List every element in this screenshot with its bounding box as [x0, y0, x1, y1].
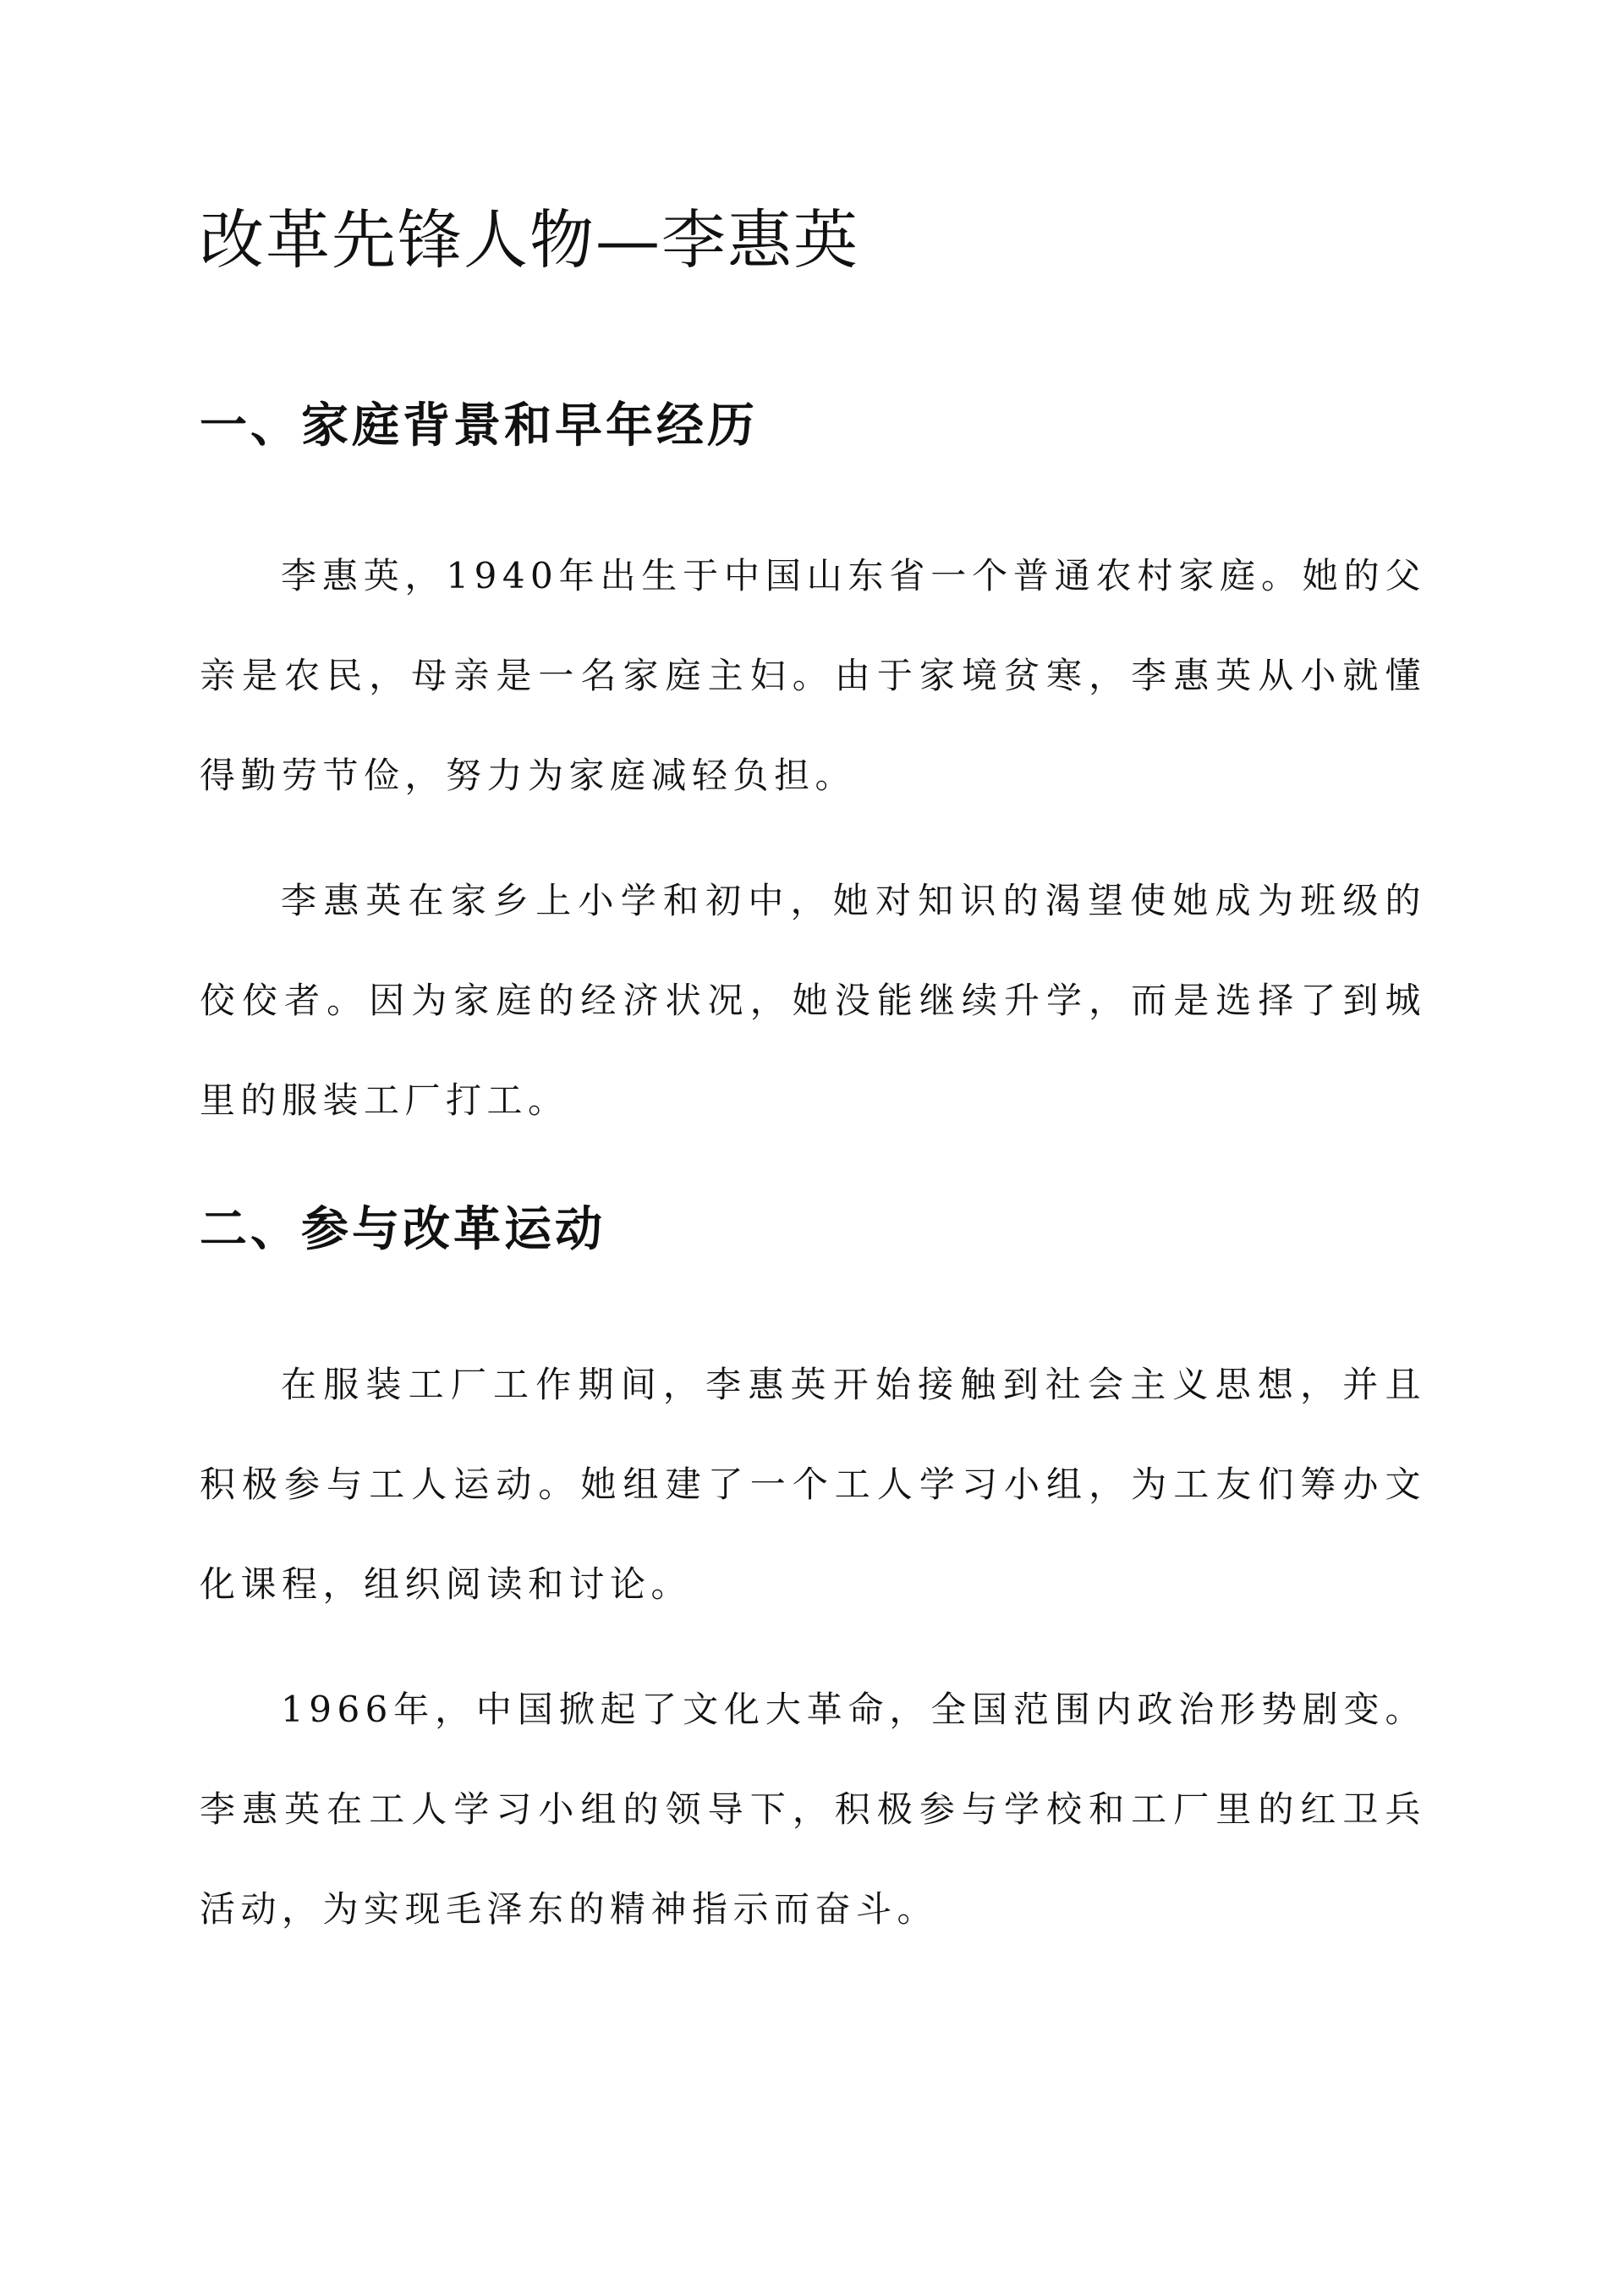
document-title: 改革先锋人物—李惠英 [200, 202, 859, 277]
paragraph-education: 李惠英在家乡上小学和初中，她对知识的渴望使她成为班级的佼佼者。因为家庭的经济状况，她没能继续升学，而是选择了到城里的服装工厂打工。 [200, 880, 1426, 1121]
paragraph-1966: 1966年，中国掀起了文化大革命，全国范围内政治形势剧变。李惠英在工人学习小组的领导下，积极参与学校和工厂里的红卫兵活动，为实现毛泽东的精神指示而奋斗。 [200, 1689, 1426, 1930]
paragraph-family-background: 李惠英，1940年出生于中国山东省一个普通农村家庭。她的父亲是农民，母亲是一名家庭主妇。由于家境贫寒，李惠英从小就懂得勤劳节俭，努力为家庭减轻负担。 [200, 555, 1426, 796]
section-heading-early-life: 一、家庭背景和早年经历 [200, 398, 758, 453]
section-heading-reform: 二、参与改革运动 [200, 1201, 606, 1257]
paragraph-factory-work: 在服装工厂工作期间，李惠英开始接触到社会主义思想，并且积极参与工人运动。她组建了一个工人学习小组，为工友们筹办文化课程，组织阅读和讨论。 [200, 1364, 1426, 1605]
